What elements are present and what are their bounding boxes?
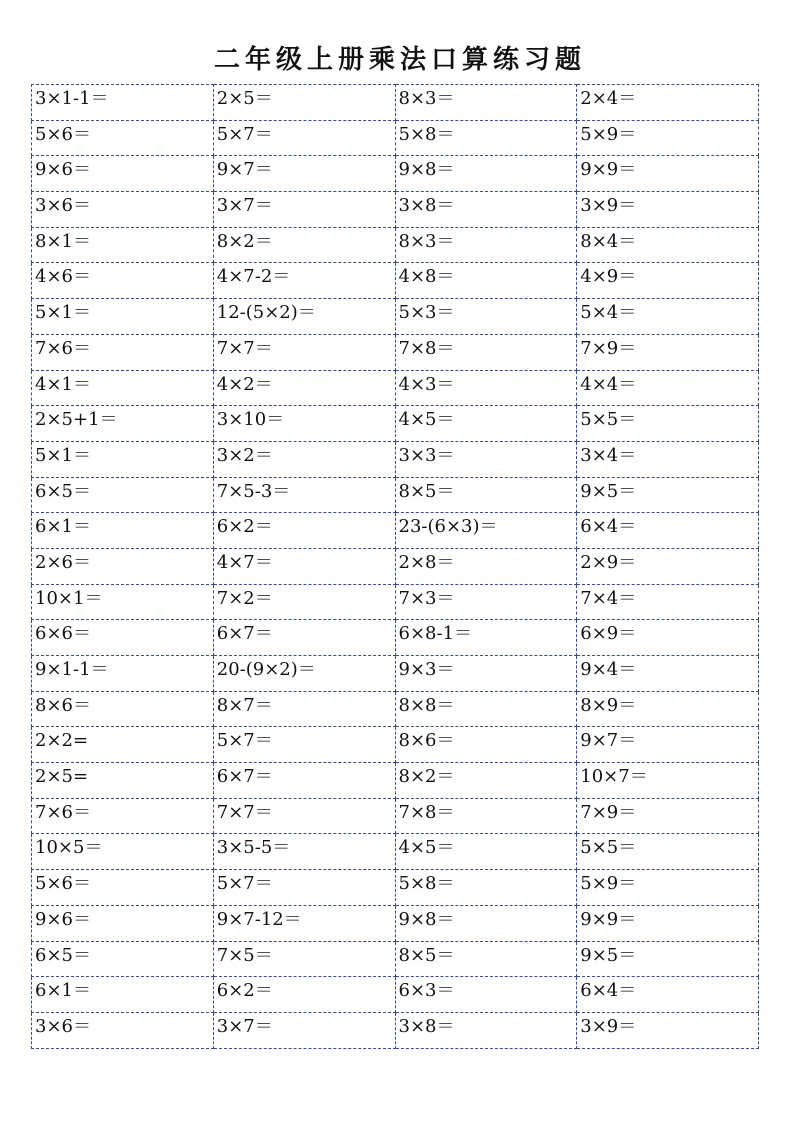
exercise-cell: 10×5＝ [32,834,214,870]
exercise-cell: 5×9＝ [577,870,759,906]
exercise-cell: 8×3＝ [395,227,577,263]
exercise-cell: 7×7＝ [213,798,395,834]
exercise-cell: 8×1＝ [32,227,214,263]
exercise-cell: 5×4＝ [577,299,759,335]
table-row [32,1012,759,1048]
exercise-cell: 8×6＝ [395,727,577,763]
exercise-cell: 6×5＝ [32,477,214,513]
exercise-cell: 5×7＝ [213,120,395,156]
table-row [32,334,759,370]
table-row [32,227,759,263]
exercise-cell: 3×1-1＝ [32,85,214,121]
exercise-cell: 9×9＝ [577,156,759,192]
exercise-cell: 7×2＝ [213,584,395,620]
exercise-cell: 6×1＝ [32,513,214,549]
exercise-cell: 2×8＝ [395,548,577,584]
exercise-cell: 9×8＝ [395,156,577,192]
exercise-cell: 20-(9×2)＝ [213,656,395,692]
table-row [32,85,759,121]
exercise-cell: 7×8＝ [395,798,577,834]
exercise-cell: 9×6＝ [32,156,214,192]
exercise-cell: 3×2＝ [213,441,395,477]
exercise-cell: 3×8＝ [395,1012,577,1048]
exercise-cell: 5×1＝ [32,299,214,335]
exercise-cell: 8×2＝ [395,763,577,799]
exercise-cell: 9×4＝ [577,656,759,692]
exercise-cell: 5×5＝ [577,834,759,870]
exercise-cell: 7×3＝ [395,584,577,620]
exercise-table-body [32,85,759,1049]
exercise-cell: 6×5＝ [32,941,214,977]
table-row [32,834,759,870]
table-row [32,620,759,656]
table-row [32,656,759,692]
exercise-cell: 3×9＝ [577,192,759,228]
exercise-cell: 4×7＝ [213,548,395,584]
exercise-cell: 7×9＝ [577,798,759,834]
exercise-cell: 3×7＝ [213,1012,395,1048]
exercise-cell: 4×3＝ [395,370,577,406]
table-row [32,870,759,906]
exercise-cell: 5×9＝ [577,120,759,156]
exercise-cell: 4×9＝ [577,263,759,299]
table-row [32,905,759,941]
table-row [32,513,759,549]
exercise-cell: 5×6＝ [32,120,214,156]
exercise-cell: 5×5＝ [577,406,759,442]
table-row [32,548,759,584]
page-title: 二年级上册乘法口算练习题 [213,45,586,75]
exercise-cell: 6×2＝ [213,977,395,1013]
table-row [32,727,759,763]
table-row [32,441,759,477]
exercise-cell: 2×6＝ [32,548,214,584]
exercise-cell: 6×8-1＝ [395,620,577,656]
exercise-cell: 9×1-1＝ [32,656,214,692]
exercise-cell: 3×3＝ [395,441,577,477]
exercise-cell: 7×6＝ [32,798,214,834]
exercise-cell: 4×6＝ [32,263,214,299]
exercise-cell: 7×4＝ [577,584,759,620]
exercise-cell: 4×7-2＝ [213,263,395,299]
exercise-cell: 9×8＝ [395,905,577,941]
exercise-cell: 5×8＝ [395,120,577,156]
exercise-cell: 8×6＝ [32,691,214,727]
exercise-cell: 3×5-5＝ [213,834,395,870]
exercise-cell: 2×5＝ [213,85,395,121]
exercise-cell: 6×7＝ [213,763,395,799]
exercise-cell: 10×1＝ [32,584,214,620]
exercise-cell: 8×7＝ [213,691,395,727]
table-row [32,156,759,192]
exercise-cell: 9×9＝ [577,905,759,941]
exercise-cell: 10×7＝ [577,763,759,799]
exercise-cell: 6×9＝ [577,620,759,656]
exercise-cell: 3×7＝ [213,192,395,228]
exercise-cell: 5×7＝ [213,727,395,763]
exercise-cell: 8×4＝ [577,227,759,263]
exercise-cell: 5×6＝ [32,870,214,906]
exercise-cell: 4×5＝ [395,406,577,442]
table-row [32,584,759,620]
exercise-cell: 9×6＝ [32,905,214,941]
exercise-cell: 9×3＝ [395,656,577,692]
exercise-cell: 8×5＝ [395,477,577,513]
exercise-cell: 9×7＝ [213,156,395,192]
exercise-cell: 7×6＝ [32,334,214,370]
exercise-cell: 23-(6×3)＝ [395,513,577,549]
exercise-cell: 6×1＝ [32,977,214,1013]
table-row [32,763,759,799]
exercise-cell: 6×4＝ [577,513,759,549]
exercise-cell: 6×3＝ [395,977,577,1013]
exercise-cell: 8×2＝ [213,227,395,263]
exercise-cell: 5×7＝ [213,870,395,906]
exercise-cell: 2×9＝ [577,548,759,584]
exercise-cell: 9×5＝ [577,477,759,513]
exercise-cell: 8×5＝ [395,941,577,977]
exercise-cell: 5×8＝ [395,870,577,906]
table-row [32,370,759,406]
exercise-cell: 7×8＝ [395,334,577,370]
exercise-cell: 8×8＝ [395,691,577,727]
exercise-cell: 6×2＝ [213,513,395,549]
exercise-cell: 2×2= [32,727,214,763]
exercise-cell: 5×3＝ [395,299,577,335]
exercise-cell: 4×1＝ [32,370,214,406]
exercise-cell: 3×10＝ [213,406,395,442]
exercise-cell: 2×5= [32,763,214,799]
table-row [32,299,759,335]
table-row [32,941,759,977]
exercise-cell: 12-(5×2)＝ [213,299,395,335]
exercise-cell: 7×5-3＝ [213,477,395,513]
exercise-cell: 7×5＝ [213,941,395,977]
table-row [32,477,759,513]
exercise-cell: 4×8＝ [395,263,577,299]
exercise-cell: 3×6＝ [32,1012,214,1048]
table-row [32,120,759,156]
exercise-cell: 9×7-12＝ [213,905,395,941]
exercise-cell: 9×7＝ [577,727,759,763]
table-row [32,691,759,727]
table-row [32,406,759,442]
table-row [32,977,759,1013]
exercise-cell: 5×1＝ [32,441,214,477]
exercise-cell: 2×4＝ [577,85,759,121]
exercise-cell: 3×8＝ [395,192,577,228]
exercise-cell: 7×7＝ [213,334,395,370]
exercise-cell: 8×3＝ [395,85,577,121]
exercise-cell: 8×9＝ [577,691,759,727]
table-row [32,192,759,228]
exercise-cell: 4×5＝ [395,834,577,870]
exercise-cell: 9×5＝ [577,941,759,977]
table-row [32,263,759,299]
exercise-cell: 4×4＝ [577,370,759,406]
exercise-table [31,84,759,1049]
exercise-cell: 2×5+1＝ [32,406,214,442]
exercise-cell: 3×6＝ [32,192,214,228]
exercise-cell: 3×4＝ [577,441,759,477]
exercise-cell: 3×9＝ [577,1012,759,1048]
exercise-cell: 4×2＝ [213,370,395,406]
exercise-cell: 6×7＝ [213,620,395,656]
exercise-cell: 6×4＝ [577,977,759,1013]
exercise-cell: 6×6＝ [32,620,214,656]
table-row [32,798,759,834]
exercise-cell: 7×9＝ [577,334,759,370]
